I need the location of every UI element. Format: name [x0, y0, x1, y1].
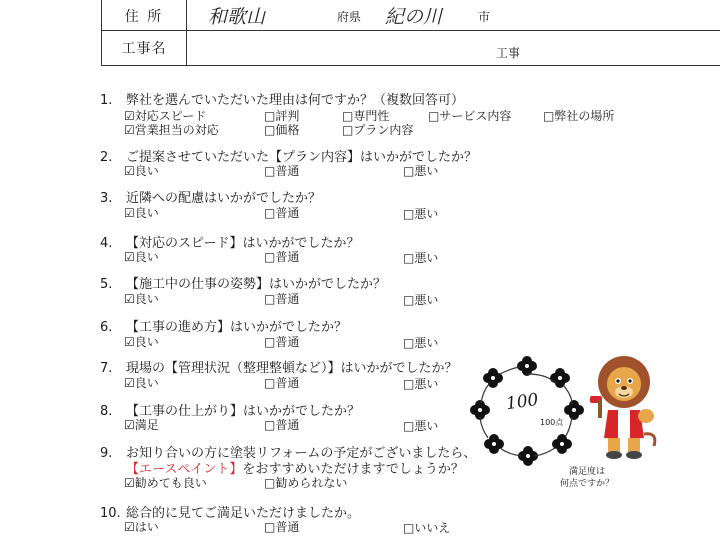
- question-text: 総合的に見てご満足いただけましたか。: [126, 506, 361, 521]
- option-bad[interactable]: □悪い: [403, 293, 439, 307]
- option-good[interactable]: ☑良い: [124, 250, 159, 264]
- option-reputation[interactable]: □評判: [264, 109, 300, 123]
- question-text: 【工事の仕上がり】はいかがでしたか？: [126, 404, 361, 419]
- option-average[interactable]: □普通: [264, 335, 300, 349]
- lion-mascot-icon: [588, 352, 662, 460]
- option-service[interactable]: □サービス内容: [428, 109, 512, 123]
- question-text: 近隣への配慮はいかがでしたか？: [126, 191, 322, 206]
- option-average[interactable]: □普通: [264, 376, 300, 390]
- handwritten-prefecture: 和歌山: [208, 6, 266, 28]
- question-text: 現場の【管理状況（整理整頓など）】はいかがでしたか？: [126, 361, 458, 376]
- option-plan[interactable]: □プラン内容: [342, 123, 414, 137]
- option-bad[interactable]: □悪い: [403, 336, 439, 350]
- option-bad[interactable]: □悪い: [403, 251, 439, 265]
- work-suffix: 工事: [496, 46, 521, 60]
- handwritten-city: 紀の川: [385, 6, 443, 28]
- question-number: 10.: [100, 506, 121, 521]
- option-not-recommend[interactable]: □勧められない: [264, 476, 348, 490]
- option-average[interactable]: □普通: [264, 164, 300, 178]
- work-name-label: 工事名: [121, 41, 167, 57]
- prefecture-suffix: 府県: [337, 10, 362, 24]
- option-satisfied[interactable]: ☑満足: [124, 418, 159, 432]
- option-bad[interactable]: □悪い: [403, 419, 439, 433]
- option-average[interactable]: □普通: [264, 292, 300, 306]
- option-good[interactable]: ☑良い: [124, 376, 159, 390]
- question-number: 3.: [100, 191, 113, 206]
- score-unit: 100点: [540, 418, 564, 427]
- question-number: 1.: [100, 93, 113, 108]
- handwritten-score: 100: [504, 389, 540, 415]
- header-divider: [186, 0, 187, 65]
- question-text-continued: をおすすめいただけますでしょうか？: [242, 462, 464, 477]
- option-good[interactable]: ☑良い: [124, 164, 159, 178]
- question-text: 弊社を選んでいただいた理由は何ですか？（複数回答可）: [126, 93, 465, 108]
- question-text: 【対応のスピード】はいかがでしたか？: [126, 236, 360, 251]
- option-no[interactable]: □いいえ: [403, 521, 451, 535]
- option-average[interactable]: □普通: [264, 520, 300, 534]
- option-location[interactable]: □弊社の場所: [543, 109, 615, 123]
- option-yes[interactable]: ☑はい: [124, 520, 159, 534]
- question-1: [100, 89, 464, 108]
- question-number: 2.: [100, 150, 113, 165]
- question-text: 【施工中の仕事の姿勢】はいかがでしたか？: [126, 277, 387, 292]
- score-caption-2: 何点ですか？: [559, 479, 614, 489]
- address-label: 住 所: [124, 9, 164, 25]
- question-number: 5.: [100, 277, 113, 292]
- option-recommend[interactable]: ☑勧めても良い: [124, 476, 207, 490]
- question-number: 7.: [100, 361, 113, 376]
- option-price[interactable]: □価格: [264, 123, 300, 137]
- option-average[interactable]: □普通: [264, 206, 300, 220]
- option-sales-rep[interactable]: ☑営業担当の対応: [124, 123, 219, 137]
- option-average[interactable]: □普通: [264, 250, 300, 264]
- option-bad[interactable]: □悪い: [403, 164, 439, 178]
- question-number: 4.: [100, 236, 113, 251]
- option-good[interactable]: ☑良い: [124, 206, 159, 220]
- question-number: 9.: [100, 446, 113, 461]
- option-speed[interactable]: ☑対応スピード: [124, 109, 207, 123]
- option-bad[interactable]: □悪い: [403, 377, 439, 391]
- option-good[interactable]: ☑良い: [124, 292, 159, 306]
- question-number: 8.: [100, 404, 113, 419]
- score-caption-1: 満足度は: [568, 467, 605, 477]
- question-number: 6.: [100, 320, 113, 335]
- company-name-highlight: 【エースペイント】: [126, 462, 243, 477]
- option-bad[interactable]: □悪い: [403, 207, 439, 221]
- question-text: 【工事の進め方】はいかがでしたか？: [126, 320, 348, 335]
- option-expertise[interactable]: □専門性: [342, 109, 390, 123]
- question-text: ご提案させていただいた【プラン内容】はいかがでしたか？: [126, 150, 478, 165]
- option-average[interactable]: □普通: [264, 418, 300, 432]
- city-suffix: 市: [478, 10, 491, 24]
- option-good[interactable]: ☑良い: [124, 335, 159, 349]
- question-text: お知り合いの方に塗装リフォームの予定がございましたら、: [126, 446, 477, 461]
